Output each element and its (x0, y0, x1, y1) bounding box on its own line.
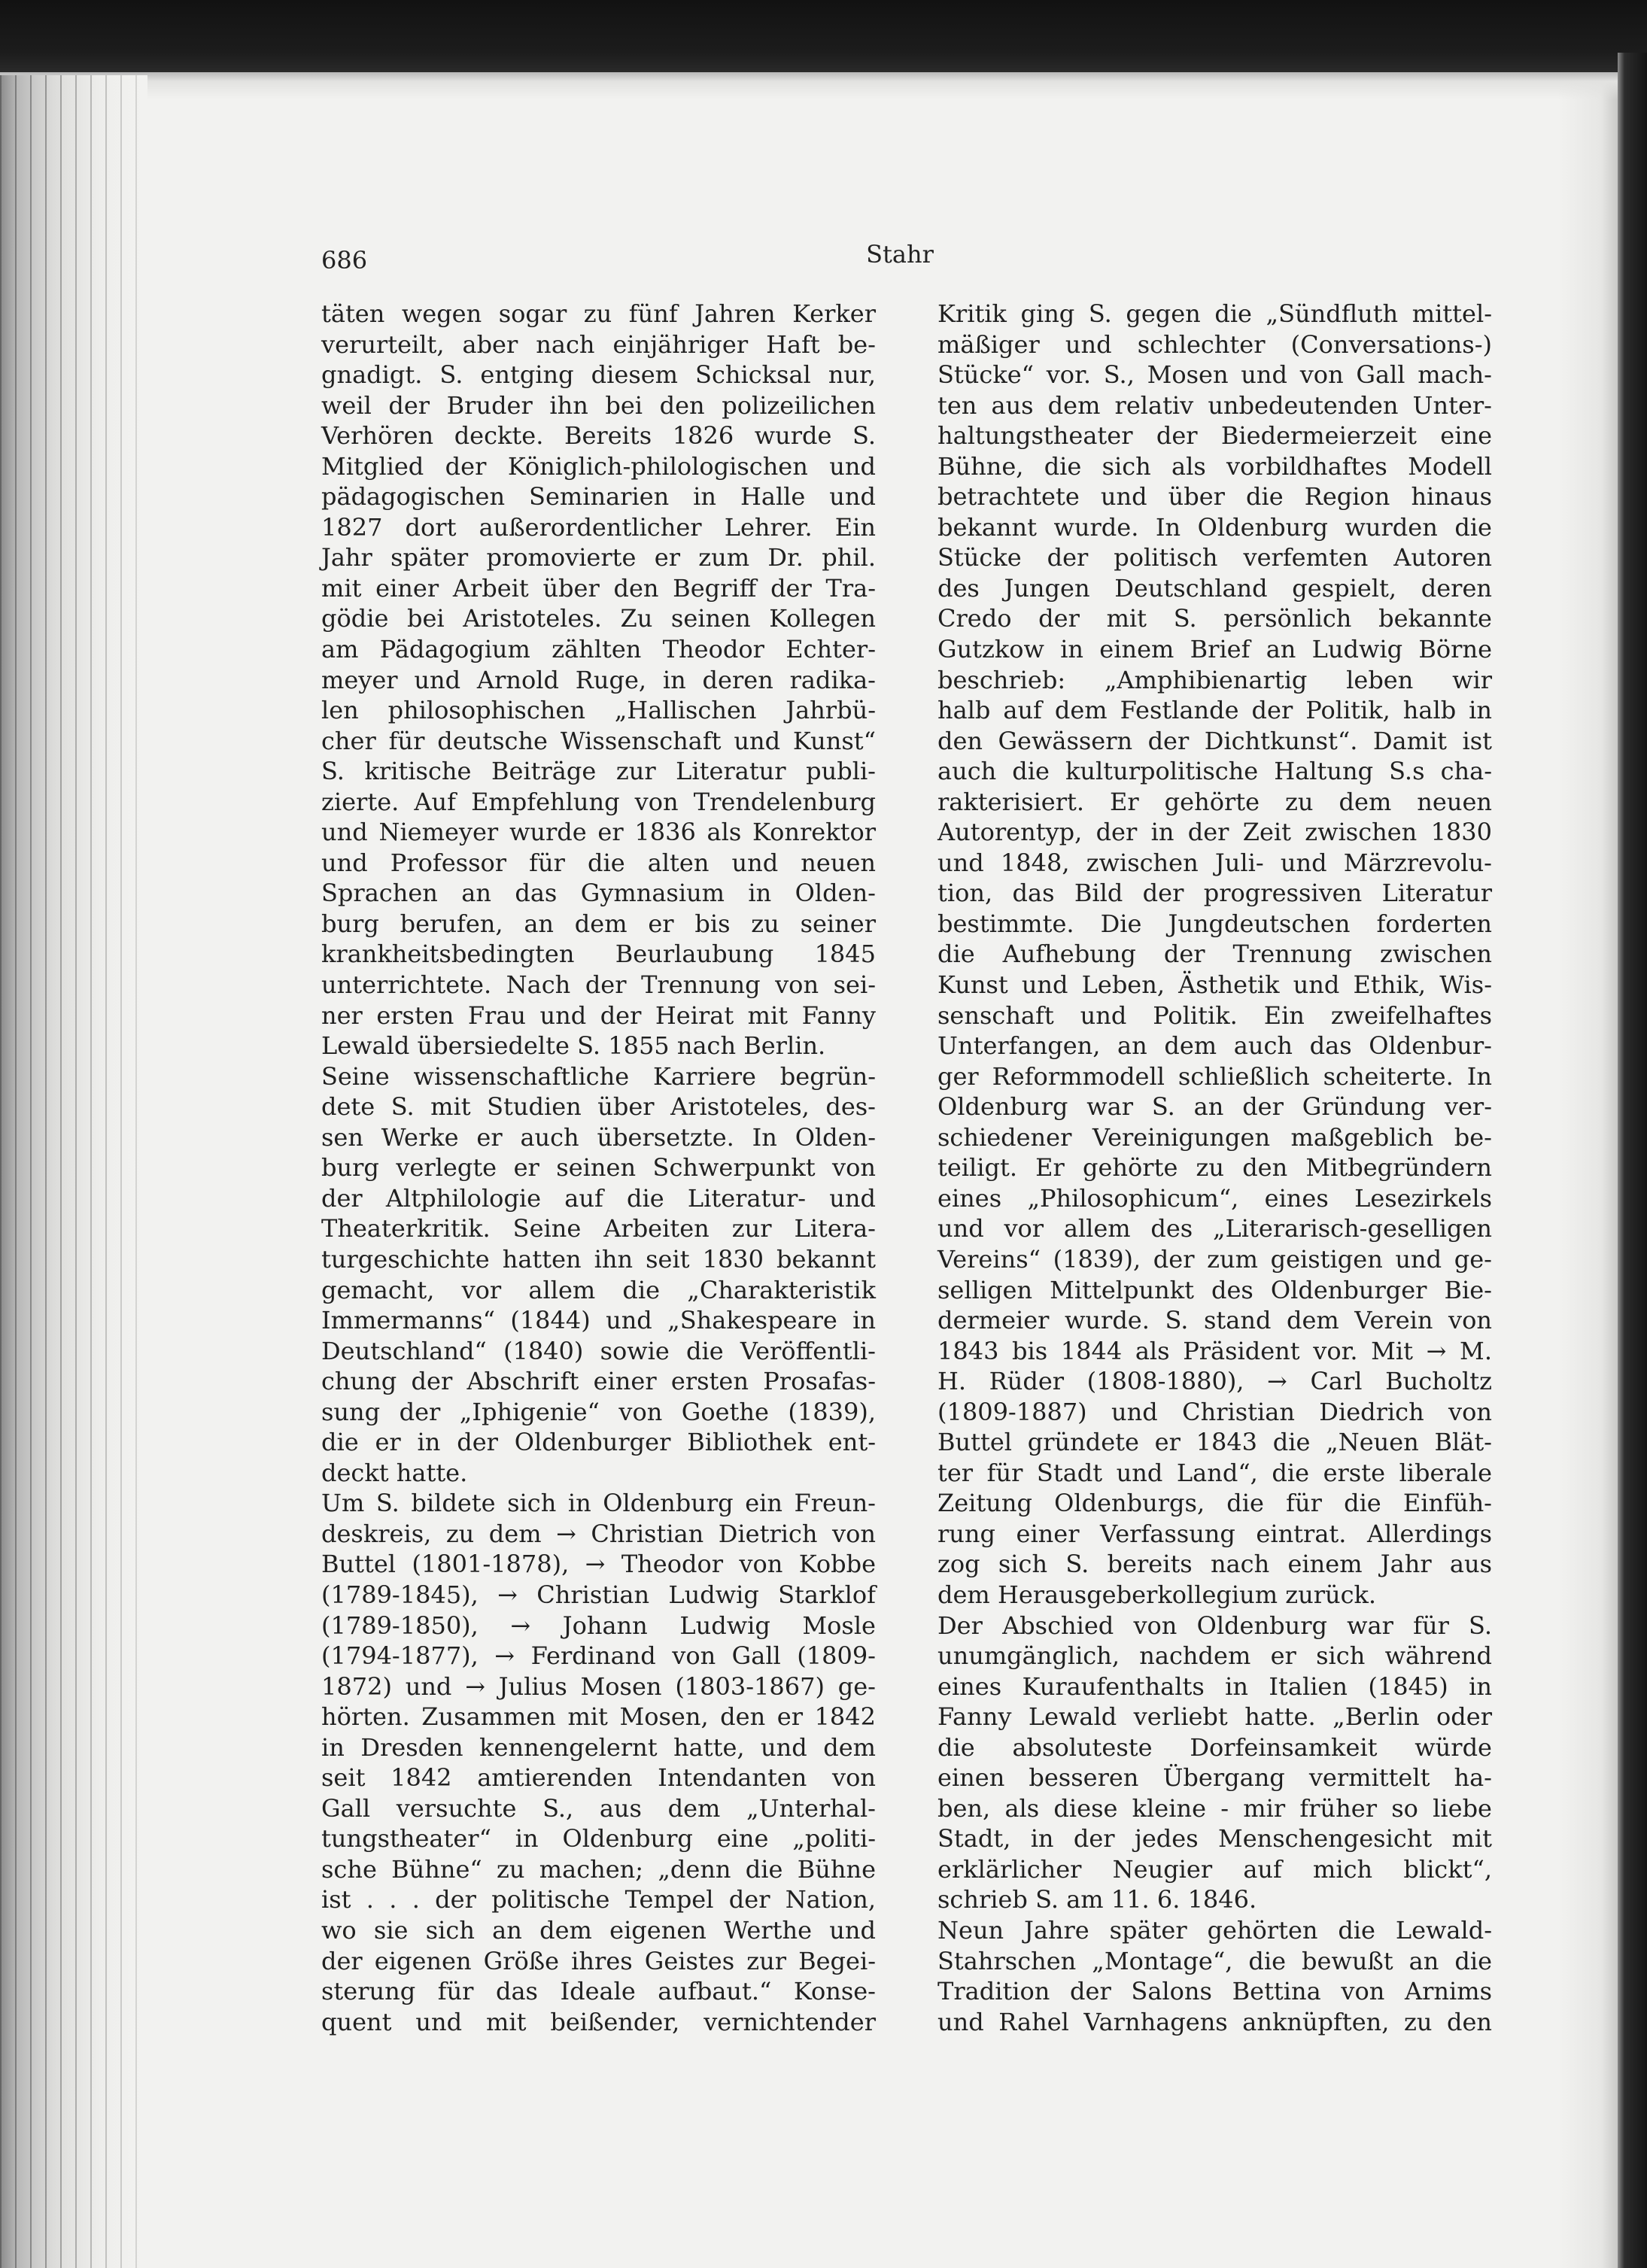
text-line-content: Seine wissenschaftliche Karriere begrün- (321, 1061, 877, 1091)
text-line-content: Um S. bildete sich in Oldenburg ein Freun- (321, 1489, 876, 1518)
text-line-content: (1794-1877), → Ferdinand von Gall (1809- (321, 1641, 876, 1671)
text-line-content: und Niemeyer wurde er 1836 als Konrektor (321, 818, 877, 847)
text-line-content: rakterisiert. Er gehörte zu dem neuen (937, 787, 1492, 816)
text-line (937, 1336, 1492, 1367)
text-line-content: teiligt. Er gehörte zu den Mitbegründern (937, 1153, 1493, 1183)
text-line (937, 1458, 1492, 1489)
text-line-content: quent und mit beißender, vernichtender (321, 2007, 877, 2036)
text-line-content: sen Werke er auch übersetzte. In Olden- (321, 1122, 877, 1152)
text-line (321, 909, 876, 940)
text-column-left (321, 299, 876, 2037)
text-line (937, 2007, 1492, 2038)
text-line (321, 1884, 876, 1915)
text-line-content: verurteilt, aber nach einjähriger Haft be- (321, 329, 876, 359)
text-line-content: erklärlicher Neugier auf mich blickt“, (937, 1854, 1493, 1884)
text-line-content: einen besseren Übergang vermittelt ha- (937, 1763, 1492, 1793)
text-line (321, 1549, 876, 1580)
text-line (937, 1519, 1492, 1550)
text-line (321, 1152, 876, 1183)
text-line-content: weil der Bruder ihn bei den polizeilichen (321, 390, 877, 420)
text-line (937, 1611, 1492, 1641)
text-line (937, 695, 1492, 726)
text-line (321, 1611, 876, 1641)
text-line-content: Fanny Lewald verliebt hatte. „Berlin oder (937, 1702, 1492, 1732)
text-line (321, 1366, 876, 1397)
text-line-content: Buttel (1801-1878), → Theodor von Kobbe (321, 1550, 877, 1579)
text-line (937, 1976, 1492, 2007)
text-line (937, 787, 1492, 818)
text-line (321, 848, 876, 879)
text-line (937, 878, 1492, 909)
text-line (937, 1641, 1492, 1671)
text-line (321, 1305, 876, 1336)
text-line-content: eines „Philosophicum“, eines Lesezirkels (937, 1183, 1492, 1213)
text-line-content: tion, das Bild der progressiven Literatur (937, 879, 1493, 908)
text-line-content: krankheitsbedingten Beurlaubung 1845 (321, 940, 877, 969)
text-line (321, 360, 876, 390)
text-line-content: sung der „Iphigenie“ von Goethe (1839), (321, 1397, 877, 1426)
paragraph (321, 1061, 876, 1489)
text-line-content: 1827 dort außerordentlicher Lehrer. Ein (321, 512, 876, 542)
text-line-content: rung einer Verfassung eintrat. Allerdings (937, 1519, 1492, 1548)
text-line (937, 573, 1492, 604)
text-line (321, 939, 876, 970)
text-line (321, 1275, 876, 1306)
text-line (937, 1671, 1492, 1702)
text-line-content: Credo der mit S. persönlich bekannte (937, 604, 1492, 633)
text-line (321, 451, 876, 482)
text-line-content: und Rahel Varnhagens anknüpften, zu den (937, 2007, 1492, 2036)
text-line (321, 1213, 876, 1244)
text-line (937, 1061, 1492, 1092)
text-line (321, 695, 876, 726)
text-line (937, 1427, 1492, 1458)
text-line-content: H. Rüder (1808-1880), → Carl Bucholtz (937, 1367, 1492, 1396)
text-line-content: Kunst und Leben, Ästhetik und Ethik, Wis- (937, 970, 1493, 1000)
text-line (937, 1397, 1492, 1428)
text-line (937, 756, 1492, 787)
text-line (321, 1488, 876, 1519)
text-line-content: gemacht, vor allem die „Charakteristik (321, 1275, 877, 1304)
text-line (321, 1000, 876, 1031)
text-line (937, 939, 1492, 970)
text-line (937, 390, 1492, 421)
text-line-content: und vor allem des „Literarisch-geselligen (937, 1214, 1493, 1243)
text-line-content: mäßiger und schlechter (Conversations-) (937, 329, 1492, 359)
text-line (937, 1122, 1492, 1153)
text-line (321, 2007, 876, 2038)
text-line (321, 1458, 876, 1489)
text-line-content: Sprachen an das Gymnasium in Olden- (321, 879, 876, 908)
text-line (937, 1549, 1492, 1580)
text-line-content: ner ersten Frau und der Heirat mit Fanny (321, 1000, 877, 1030)
text-line-content: und 1848, zwischen Juli- und Märzrevolu- (937, 848, 1492, 877)
text-line (321, 1671, 876, 1702)
text-line-content: der eigenen Größe ihres Geistes zur Begei- (321, 1946, 877, 1975)
paragraph (321, 1488, 876, 2037)
text-line (937, 1580, 1492, 1611)
text-line-content: Zeitung Oldenburgs, die für die Einfüh- (937, 1489, 1492, 1518)
text-line (321, 299, 876, 329)
text-line-content: ter für Stadt und Land“, die erste liberale (937, 1458, 1493, 1487)
text-line-content: unterrichtete. Nach der Trennung von sei- (321, 970, 877, 1000)
text-line-content: Lewald übersiedelte S. 1855 nach Berlin. (321, 1031, 826, 1061)
text-line (321, 1244, 876, 1275)
text-line (937, 726, 1492, 757)
text-line (937, 1854, 1492, 1885)
text-line-content: dem Herausgeberkollegium zurück. (937, 1580, 1377, 1609)
text-line-content: bekannt wurde. In Oldenburg wurden die (937, 512, 1492, 542)
text-line-content: Gutzkow in einem Brief an Ludwig Börne (937, 635, 1493, 664)
text-line-content: dermeier wurde. S. stand dem Verein von (937, 1306, 1493, 1335)
text-line-content: (1789-1845), → Christian Ludwig Starklof (321, 1580, 876, 1609)
text-line (321, 603, 876, 634)
text-line (937, 1946, 1492, 1977)
text-line (937, 1031, 1492, 1061)
text-line (937, 665, 1492, 696)
text-line-content: gödie bei Aristoteles. Zu seinen Kollegen (321, 604, 877, 633)
text-line (937, 1702, 1492, 1732)
text-line (321, 878, 876, 909)
text-line (321, 329, 876, 360)
text-line-content: des Jungen Deutschland gespielt, deren (937, 573, 1492, 603)
text-line (321, 787, 876, 818)
text-line-content: Stücke der politisch verfemten Autoren (937, 543, 1492, 572)
text-line (937, 1244, 1492, 1275)
text-line-content: 1843 bis 1844 als Präsident vor. Mit → M. (937, 1336, 1492, 1365)
text-line (937, 1488, 1492, 1519)
text-line (321, 817, 876, 848)
text-line (937, 909, 1492, 940)
text-line (937, 1366, 1492, 1397)
text-line-content: ben, als diese kleine - mir früher so liebe (937, 1793, 1492, 1823)
text-line (321, 390, 876, 421)
text-line (321, 1762, 876, 1793)
text-line-content: Theaterkritik. Seine Arbeiten zur Litera- (321, 1214, 876, 1243)
text-line (937, 1152, 1492, 1183)
text-line (321, 1946, 876, 1977)
text-line-content: Vereins“ (1839), der zum geistigen und ge- (937, 1244, 1492, 1274)
text-line-content: gnadigt. S. entging diesem Schicksal nur, (321, 360, 876, 390)
text-line (937, 1305, 1492, 1336)
text-line-content: cher für deutsche Wissenschaft und Kunst“ (321, 726, 876, 755)
text-line (937, 1915, 1492, 1946)
text-line (321, 665, 876, 696)
text-line (937, 1275, 1492, 1306)
text-line (321, 1397, 876, 1428)
text-line-content: am Pädagogium zählten Theodor Echter- (321, 635, 877, 664)
text-line (937, 1183, 1492, 1214)
text-line-content: Neun Jahre später gehörten die Lewald- (937, 1915, 1493, 1945)
text-line (321, 1183, 876, 1214)
page-number: 686 (321, 246, 368, 275)
text-line-content: pädagogischen Seminarien in Halle und (321, 482, 877, 512)
text-line (937, 481, 1492, 512)
text-line-content: eines Kuraufenthalts in Italien (1845) in (937, 1671, 1492, 1701)
text-line (321, 1823, 876, 1854)
text-line-content: auch die kulturpolitische Haltung S.s cha- (937, 757, 1493, 786)
text-line (321, 1336, 876, 1367)
text-line-content: burg berufen, an dem er bis zu seiner (321, 909, 877, 938)
text-line-content: die Aufhebung der Trennung zwischen (937, 940, 1492, 969)
text-line (321, 634, 876, 665)
text-line (937, 817, 1492, 848)
text-line (937, 848, 1492, 879)
text-line-content: chung der Abschrift einer ersten Prosafas- (321, 1367, 877, 1396)
text-line (937, 1213, 1492, 1244)
text-line-content: und Professor für die alten und neuen (321, 848, 877, 877)
text-line-content: ten aus dem relativ unbedeutenden Unter- (937, 390, 1492, 420)
text-line (321, 1427, 876, 1458)
text-line (937, 1884, 1492, 1915)
text-line (321, 1580, 876, 1611)
text-line-content: in Dresden kennengelernt hatte, und dem (321, 1732, 876, 1762)
page-stack-edges (0, 75, 147, 2268)
text-line-content: Jahr später promovierte er zum Dr. phil. (321, 543, 877, 572)
text-line-content: bestimmte. Die Jungdeutschen forderten (937, 909, 1493, 938)
text-line (937, 1793, 1492, 1824)
text-line (321, 1732, 876, 1763)
text-line (321, 1122, 876, 1153)
text-line (321, 726, 876, 757)
text-line-content: turgeschichte hatten ihn seit 1830 bekannt (321, 1244, 876, 1274)
text-line (937, 1000, 1492, 1031)
text-line-content: betrachtete und über die Region hinaus (937, 482, 1493, 512)
text-line (937, 299, 1492, 329)
text-line-content: Stahrschen „Montage“, die bewußt an die (937, 1946, 1493, 1975)
text-line-content: hörten. Zusammen mit Mosen, den er 1842 (321, 1702, 876, 1732)
text-line (937, 1732, 1492, 1763)
text-line-content: Unterfangen, an dem auch das Oldenbur- (937, 1031, 1492, 1061)
text-line-content: dete S. mit Studien über Aristoteles, des- (321, 1092, 876, 1122)
text-line-content: burg verlegte er seinen Schwerpunkt von (321, 1153, 876, 1183)
text-column-right (937, 299, 1492, 2037)
text-line-content: (1809-1887) und Christian Diedrich von (937, 1397, 1492, 1426)
text-line-content: Immermanns“ (1844) und „Shakespeare in (321, 1306, 877, 1335)
text-line-content: täten wegen sogar zu fünf Jahren Kerker (321, 299, 876, 328)
text-line-content: Bühne, die sich als vorbildhaftes Modell (937, 451, 1493, 481)
text-line (321, 1854, 876, 1885)
text-line (937, 360, 1492, 390)
text-line-content: selligen Mittelpunkt des Oldenburger Bie- (937, 1275, 1492, 1304)
text-line (321, 1793, 876, 1824)
text-line (937, 634, 1492, 665)
text-line-content: senschaft und Politik. Ein zweifelhaftes (937, 1000, 1493, 1030)
text-line (321, 1519, 876, 1550)
text-line-content: die er in der Oldenburger Bibliothek ent- (321, 1428, 877, 1457)
text-line-content: Verhören deckte. Bereits 1826 wurde S. (321, 421, 876, 451)
text-line-content: Gall versuchte S., aus dem „Unterhal- (321, 1793, 876, 1823)
text-line (937, 329, 1492, 360)
running-head: Stahr (866, 240, 934, 269)
text-line-content: len philosophischen „Hallischen Jahrbü- (321, 696, 876, 725)
text-line-content: schiedener Vereinigungen maßgeblich be- (937, 1122, 1492, 1152)
text-line-content: der Altphilologie auf die Literatur- und (321, 1183, 877, 1213)
text-line-content: sche Bühne“ zu machen; „denn die Bühne (321, 1854, 877, 1884)
text-line (321, 1641, 876, 1671)
text-line-content: (1789-1850), → Johann Ludwig Mosle (321, 1611, 876, 1640)
text-line-content: Autorentyp, der in der Zeit zwischen 1830 (937, 818, 1493, 847)
scan-background-top (0, 0, 1647, 75)
text-line-content: ist . . . der politische Tempel der Nation, (321, 1885, 876, 1914)
text-line-content: ger Reformmodell schließlich scheiterte. In (937, 1061, 1492, 1091)
text-line (321, 1091, 876, 1122)
text-line (937, 512, 1492, 543)
paragraph (321, 299, 876, 1061)
text-line-content: Tradition der Salons Bettina von Arnims (937, 1977, 1492, 2006)
scan-background-right (1618, 53, 1647, 2268)
text-line-content: Kritik ging S. gegen die „Sündfluth mittel- (937, 299, 1493, 328)
text-line-content: Oldenburg war S. an der Gründung ver- (937, 1092, 1493, 1122)
text-line-content: zog sich S. bereits nach einem Jahr aus (937, 1550, 1493, 1579)
text-line (937, 1823, 1492, 1854)
text-line-content: seit 1842 amtierenden Intendanten von (321, 1763, 877, 1793)
text-line-content: S. kritische Beiträge zur Literatur publi- (321, 757, 876, 786)
paragraph (937, 1611, 1492, 1915)
text-line-content: zierte. Auf Empfehlung von Trendelenburg (321, 787, 877, 816)
text-line-content: halb auf dem Festlande der Politik, halb in (937, 696, 1492, 725)
text-line-content: Deutschland“ (1840) sowie die Veröffentli- (321, 1336, 876, 1365)
text-line-content: unumgänglich, nachdem er sich während (937, 1641, 1492, 1671)
text-line-content: haltungstheater der Biedermeierzeit eine (937, 421, 1493, 451)
text-line-content: die absoluteste Dorfeinsamkeit würde (937, 1732, 1492, 1762)
text-line-content: 1872) und → Julius Mosen (1803-1867) ge- (321, 1671, 876, 1701)
text-line (937, 603, 1492, 634)
text-line (937, 1762, 1492, 1793)
text-line (321, 1702, 876, 1732)
text-line (321, 542, 876, 573)
text-line-content: deskreis, zu dem → Christian Dietrich von (321, 1519, 877, 1548)
text-line-content: sterung für das Ideale aufbaut.“ Konse- (321, 1977, 876, 2006)
text-line (321, 1915, 876, 1946)
text-line-content: wo sie sich an dem eigenen Werthe und (321, 1915, 877, 1945)
text-line (321, 1061, 876, 1092)
text-line-content: den Gewässern der Dichtkunst“. Damit ist (937, 726, 1493, 755)
text-line (321, 573, 876, 604)
text-line (321, 756, 876, 787)
text-line-content: tungstheater“ in Oldenburg eine „politi- (321, 1824, 877, 1854)
text-line (937, 421, 1492, 451)
text-line-content: mit einer Arbeit über den Begriff der Tra- (321, 573, 877, 603)
text-line-content: beschrieb: „Amphibienartig leben wir (937, 665, 1492, 694)
text-line-content: deckt hatte. (321, 1458, 468, 1487)
text-line-content: Stadt, in der jedes Menschengesicht mit (937, 1824, 1492, 1854)
text-line (937, 451, 1492, 482)
text-line (321, 512, 876, 543)
text-line (321, 421, 876, 451)
text-line (321, 1976, 876, 2007)
text-line-content: meyer und Arnold Ruge, in deren radika- (321, 665, 876, 694)
text-line (937, 1091, 1492, 1122)
text-line (321, 970, 876, 1000)
text-line-content: Mitglied der Königlich-philologischen und (321, 451, 876, 481)
text-line-content: schrieb S. am 11. 6. 1846. (937, 1885, 1257, 1914)
text-line (321, 1031, 876, 1061)
text-line (937, 542, 1492, 573)
text-line-content: Der Abschied von Oldenburg war für S. (937, 1611, 1492, 1640)
paragraph (937, 1915, 1492, 2037)
text-line (321, 481, 876, 512)
paragraph (937, 299, 1492, 1611)
text-line-content: Buttel gründete er 1843 die „Neuen Blät- (937, 1428, 1492, 1457)
text-line-content: Stücke“ vor. S., Mosen und von Gall mach- (937, 360, 1492, 390)
text-line (937, 970, 1492, 1000)
